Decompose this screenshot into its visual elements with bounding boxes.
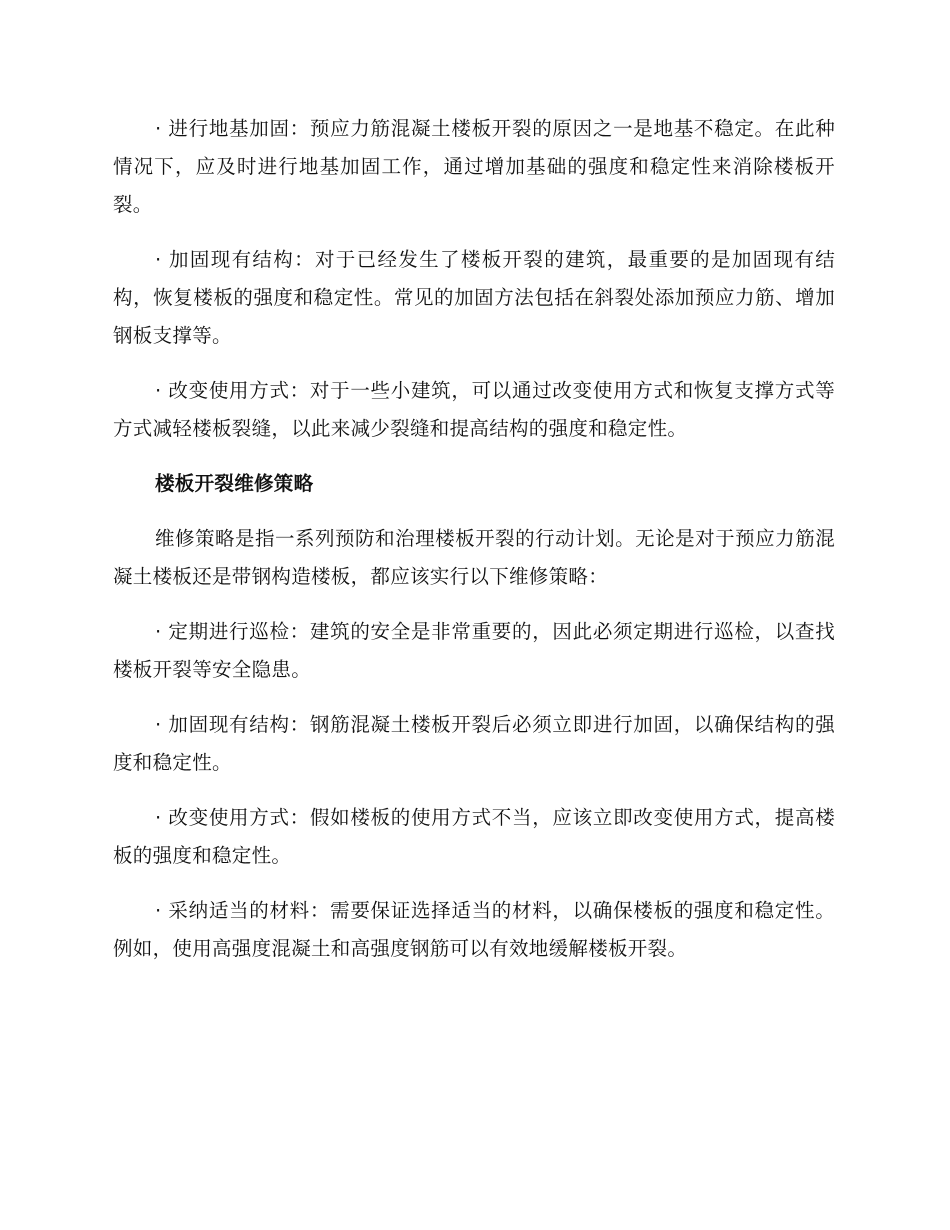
- paragraph-foundation-reinforcement: · 进行地基加固：预应力筋混凝土楼板开裂的原因之一是地基不稳定。在此种情况下，应及时进行地基加固工作，通过增加基础的强度和稳定性来消除楼板开裂。: [113, 117, 835, 216]
- paragraph-regular-inspection: · 定期进行巡检：建筑的安全是非常重要的，因此必须定期进行巡检，以查找楼板开裂等安全隐患。: [113, 620, 835, 681]
- section-heading: 楼板开裂维修策略: [155, 472, 314, 495]
- document-body: [113, 110, 835, 985]
- paragraph-reinforce-existing-structure: · 加固现有结构：对于已经发生了楼板开裂的建筑，最重要的是加固现有结构，恢复楼板的强度和稳定性。常见的加固方法包括在斜裂处添加预应力筋、增加钢板支撑等。: [113, 248, 835, 347]
- paragraph-change-usage-method: · 改变使用方式：假如楼板的使用方式不当，应该立即改变使用方式，提高楼板的强度和稳定性。: [113, 806, 835, 867]
- paragraph-appropriate-materials: · 采纳适当的材料：需要保证选择适当的材料，以确保楼板的强度和稳定性。例如，使用高强度混凝土和高强度钢筋可以有效地缓解楼板开裂。: [113, 899, 835, 960]
- paragraph-strategy-intro: 维修策略是指一系列预防和治理楼板开裂的行动计划。无论是对于预应力筋混凝土楼板还是带钢构造楼板，都应该实行以下维修策略：: [113, 527, 835, 588]
- paragraph-reinforce-structure: · 加固现有结构：钢筋混凝土楼板开裂后必须立即进行加固，以确保结构的强度和稳定性。: [113, 713, 835, 774]
- paragraph-change-usage: · 改变使用方式：对于一些小建筑，可以通过改变使用方式和恢复支撑方式等方式减轻楼板裂缝，以此来减少裂缝和提高结构的强度和稳定性。: [113, 379, 835, 440]
